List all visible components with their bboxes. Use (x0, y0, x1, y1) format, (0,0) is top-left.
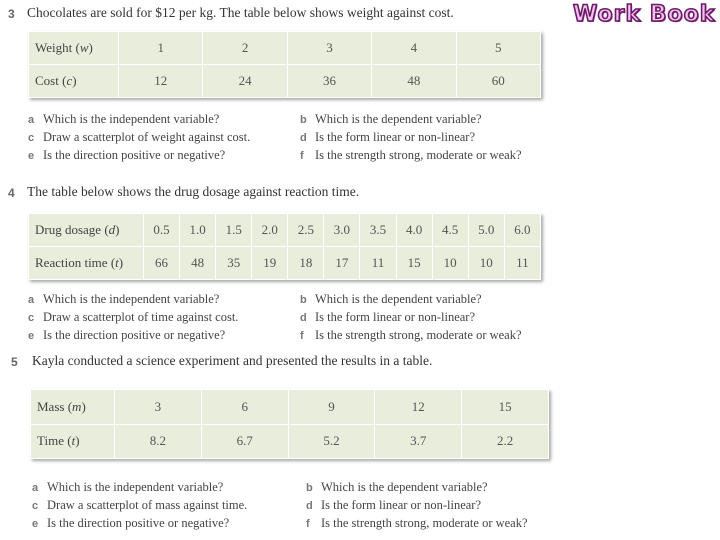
sub-question: b Which is the dependent variable? (300, 292, 482, 306)
table-cell: 15 (396, 247, 432, 280)
question-text: Kayla conducted a science experiment and presented the results in a table. (32, 353, 433, 368)
table-cell: 2.5 (288, 214, 324, 247)
table-cell: 2.0 (252, 214, 288, 247)
table-cell: 11 (504, 247, 540, 280)
sub-question: c Draw a scatterplot of mass against time. (32, 498, 248, 512)
table-cell: 6.0 (504, 214, 540, 247)
table-row (29, 247, 541, 280)
table-cell: 66 (144, 247, 180, 280)
table-row (31, 390, 549, 425)
table-cell: 10 (468, 247, 504, 280)
table-cell: 17 (324, 247, 360, 280)
sub-question: c Draw a scatterplot of time against cost. (28, 310, 239, 324)
row-header: Time (t) (31, 424, 115, 459)
sub-question: e Is the direction positive or negative? (28, 148, 226, 162)
dosage-reaction-table (28, 213, 541, 280)
sub-question: b Which is the dependent variable? (306, 480, 488, 494)
table-cell: 9 (288, 390, 375, 425)
table-cell: 5 (456, 32, 540, 65)
table-row (31, 424, 549, 459)
table-cell: 3 (115, 390, 202, 425)
question-number: 5 (11, 355, 18, 369)
table-cell: 2 (203, 32, 287, 65)
sub-question: a Which is the independent variable? (32, 480, 224, 494)
table-cell: 8.2 (115, 424, 202, 459)
table-cell: 12 (119, 65, 203, 98)
table-row (29, 32, 541, 65)
table-cell: 0.5 (144, 214, 180, 247)
sub-question: d Is the form linear or non-linear? (300, 130, 476, 144)
table-row (29, 65, 541, 98)
table-cell: 5.2 (288, 424, 375, 459)
question-text: The table below shows the drug dosage against reaction time. (27, 184, 360, 199)
table-cell: 6.7 (201, 424, 288, 459)
question-text: Chocolates are sold for $12 per kg. The table below shows weight against cost. (27, 5, 454, 20)
table-cell: 36 (287, 65, 371, 98)
table-cell: 4 (372, 32, 456, 65)
table-cell: 15 (462, 390, 549, 425)
table-cell: 3.7 (375, 424, 462, 459)
table-cell: 6 (201, 390, 288, 425)
row-header: Reaction time (t) (29, 247, 144, 280)
table-cell: 5.0 (468, 214, 504, 247)
table-row (29, 214, 541, 247)
table-cell: 4.5 (432, 214, 468, 247)
table-cell: 1.5 (216, 214, 252, 247)
mass-time-table (30, 389, 549, 459)
sub-question: d Is the form linear or non-linear? (300, 310, 476, 324)
sub-question: b Which is the dependent variable? (300, 112, 482, 126)
weight-cost-table (28, 31, 541, 98)
table-cell: 3.5 (360, 214, 396, 247)
table-cell: 18 (288, 247, 324, 280)
table-cell: 35 (216, 247, 252, 280)
table-cell: 60 (456, 65, 540, 98)
sub-question: e Is the direction positive or negative? (32, 516, 230, 530)
table-cell: 2.2 (462, 424, 549, 459)
table-cell: 48 (180, 247, 216, 280)
table-cell: 48 (372, 65, 456, 98)
row-header: Weight (w) (29, 32, 119, 65)
sub-question: d Is the form linear or non-linear? (306, 498, 482, 512)
question-number: 3 (8, 7, 15, 21)
sub-question: c Draw a scatterplot of weight against cost. (28, 130, 251, 144)
sub-question: f Is the strength strong, moderate or weak? (300, 148, 522, 162)
row-header: Mass (m) (31, 390, 115, 425)
table-cell: 4.0 (396, 214, 432, 247)
row-header: Drug dosage (d) (29, 214, 144, 247)
sub-question: f Is the strength strong, moderate or weak? (306, 516, 528, 530)
table-cell: 11 (360, 247, 396, 280)
table-cell: 19 (252, 247, 288, 280)
sub-question: e Is the direction positive or negative? (28, 328, 226, 342)
table-cell: 1.0 (180, 214, 216, 247)
table-cell: 3 (287, 32, 371, 65)
table-cell: 10 (432, 247, 468, 280)
row-header: Cost (c) (29, 65, 119, 98)
sub-question: a Which is the independent variable? (28, 112, 220, 126)
table-cell: 1 (119, 32, 203, 65)
question-number: 4 (8, 186, 15, 200)
table-cell: 12 (375, 390, 462, 425)
work-book-logo: Work Book (573, 2, 716, 27)
table-cell: 3.0 (324, 214, 360, 247)
sub-question: f Is the strength strong, moderate or weak? (300, 328, 522, 342)
sub-question: a Which is the independent variable? (28, 292, 220, 306)
table-cell: 24 (203, 65, 287, 98)
